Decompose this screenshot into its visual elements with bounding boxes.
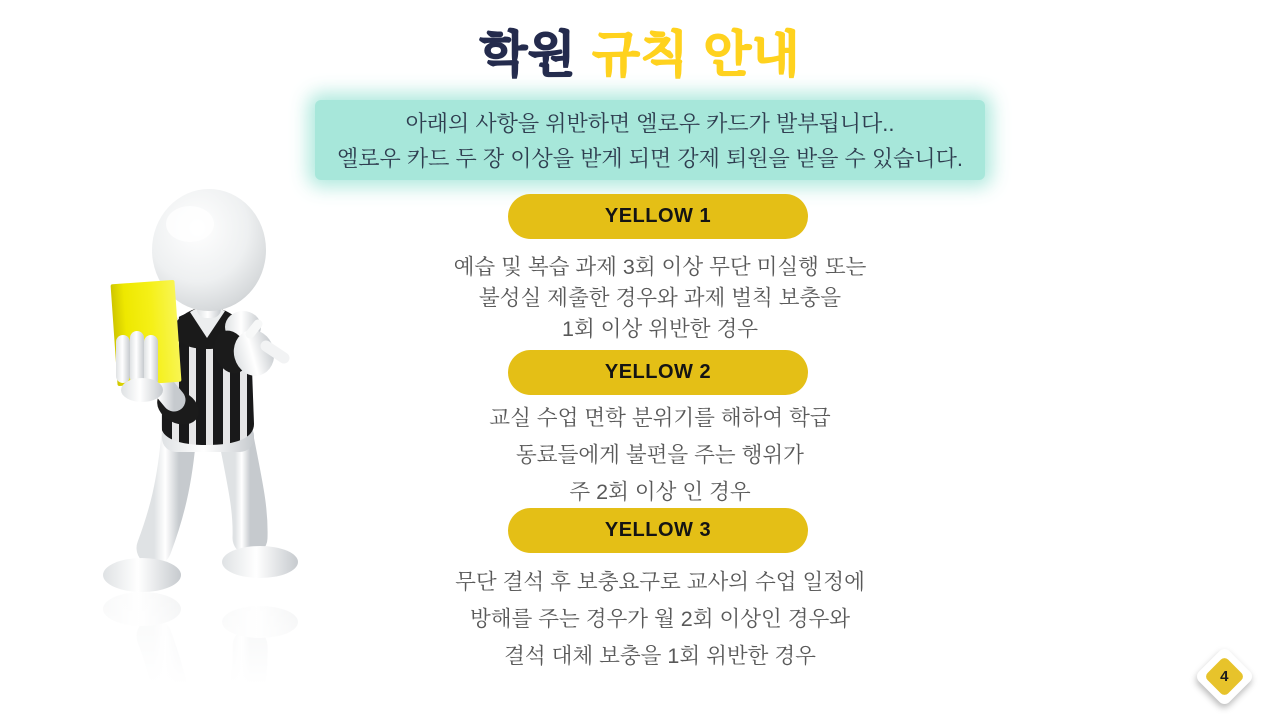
page-number-diamond: [1194, 646, 1255, 707]
rule-line: 동료들에게 불편을 주는 행위가: [516, 443, 804, 467]
yellow-2-rule-text: [360, 400, 960, 511]
yellow-2-badge: YELLOW 2: [508, 350, 808, 395]
yellow-1-badge: YELLOW 1: [508, 194, 808, 239]
yellow-1-rule-text: [360, 252, 960, 345]
rule-line: 1회 이상 위반한 경우: [561, 317, 759, 341]
page-number-diamond-inner: [1204, 656, 1245, 697]
page-title: [0, 16, 1280, 86]
rule-line: 무단 결석 후 보충요구로 교사의 수업 일정에: [455, 570, 865, 594]
rule-line: 불성실 제출한 경우와 과제 벌칙 보충을: [478, 286, 842, 310]
yellow-3-badge: YELLOW 3: [508, 508, 808, 553]
referee-illustration: [78, 186, 340, 718]
rule-line: 예습 및 복습 과제 3회 이상 무단 미실행 또는: [453, 255, 867, 279]
notice-line-2: 엘로우 카드 두 장 이상을 받게 되면 강제 퇴원을 받을 수 있습니다.: [337, 146, 963, 171]
rule-line: 주 2회 이상 인 경우: [569, 480, 751, 504]
notice-box: [315, 100, 985, 180]
yellow-3-rule-text: [360, 564, 960, 675]
page-number: 4: [1220, 668, 1229, 685]
rule-line: 교실 수업 면학 분위기를 해하여 학급: [489, 406, 831, 430]
figure-hand-gripping: [116, 331, 163, 402]
figure-legs: [103, 432, 298, 592]
page-title-part2: 규칙 안내: [592, 28, 801, 82]
page-title-part1: 학원: [479, 28, 577, 82]
rule-line: 결석 대체 보충을 1회 위반한 경우: [504, 644, 816, 668]
rule-line: 방해를 주는 경우가 월 2회 이상인 경우와: [469, 607, 851, 631]
notice-line-1: 아래의 사항을 위반하면 엘로우 카드가 발부됩니다..: [405, 111, 895, 136]
